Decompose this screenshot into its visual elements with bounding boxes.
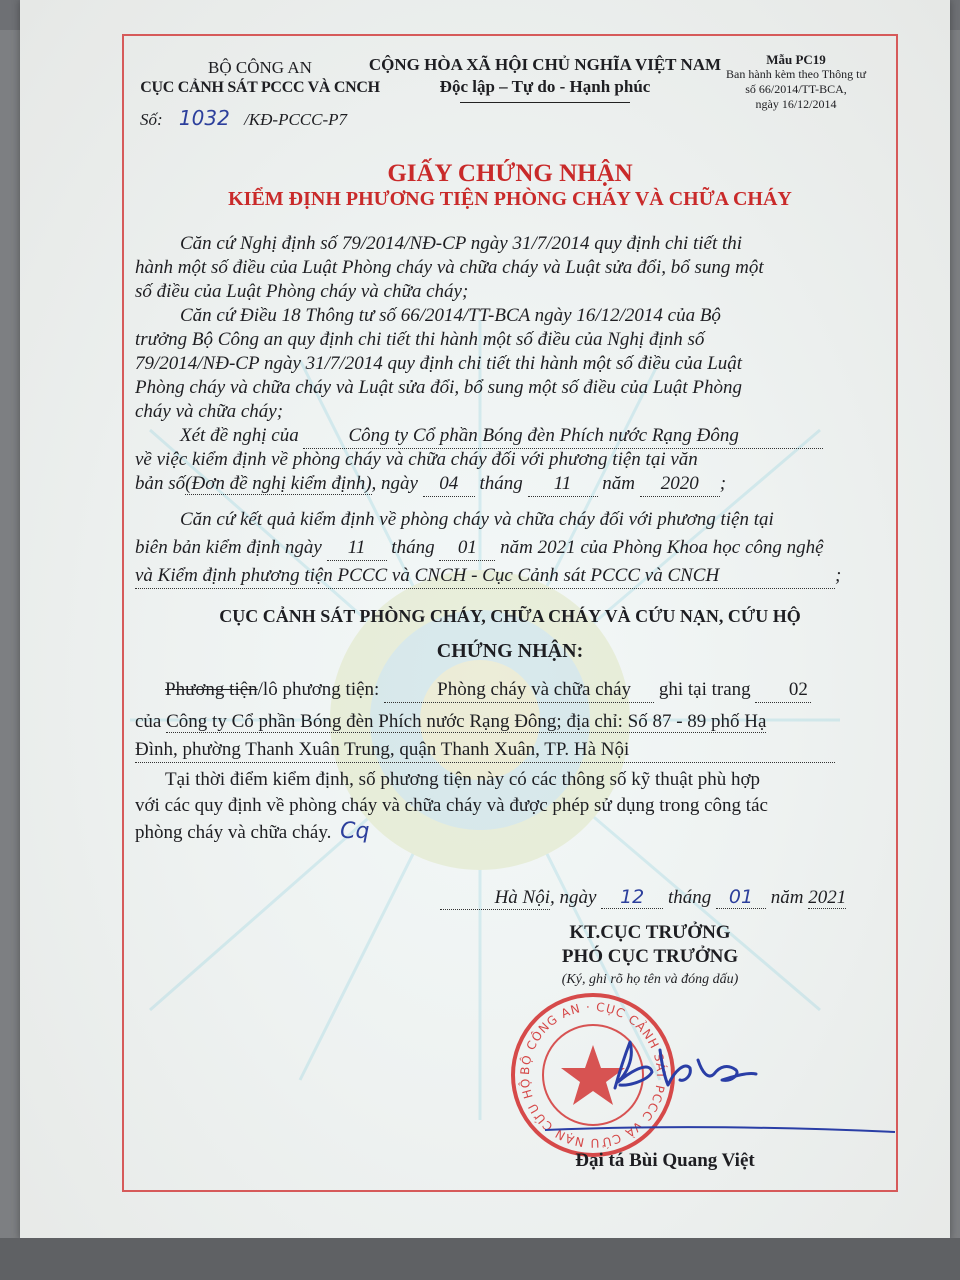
signer-name: Đại tá Bùi Quang Việt (575, 1150, 755, 1171)
issue-year: 2021 (808, 887, 847, 908)
vehicle-item: Phòng cháy và chữa cháy (384, 678, 654, 703)
request-document: (Đơn đề nghị kiểm định) (185, 473, 372, 494)
result-month: 01 (439, 536, 495, 561)
signature-underline (540, 1118, 900, 1138)
document-subtitle: KIỂM ĐỊNH PHƯƠNG TIỆN PHÒNG CHÁY VÀ CHỮA CHÁY (228, 188, 792, 210)
vehicle-line (135, 678, 845, 703)
department-name: CỤC CẢNH SÁT PCCC VÀ CNCH (140, 79, 380, 96)
conclusion-text: phòng cháy và chữa cháy. (135, 822, 332, 843)
request-month: 11 (528, 472, 598, 497)
request-end: ; (719, 473, 727, 494)
basis-line: Căn cứ Nghị định số 79/2014/NĐ-CP ngày 31/7/2014 quy định chi tiết thi (180, 233, 743, 254)
request-line: về việc kiểm định về phòng cháy và chữa cháy đối với phương tiện tại văn (135, 449, 698, 470)
date-label: tháng (667, 887, 712, 908)
result-line: Căn cứ kết quả kiểm định về phòng cháy và chữa cháy đối với phương tiện tại (180, 509, 774, 530)
republic-name: CỘNG HÒA XÃ HỘI CHỦ NGHĨA VIỆT NAM (368, 55, 722, 74)
number-suffix: /KĐ-PCCC-P7 (244, 110, 348, 129)
result-text: năm (500, 537, 533, 558)
struck-vehicle-word: Phương tiện (165, 679, 258, 700)
issue-date (440, 886, 870, 910)
request-line (135, 472, 845, 497)
position-line-1: KT.CỤC TRƯỞNG (569, 922, 731, 943)
request-text: tháng (479, 473, 523, 494)
vehicle-label: /lô phương tiện: (257, 679, 380, 700)
result-end: ; (835, 565, 842, 586)
issuer-block (140, 58, 380, 98)
request-day: 04 (423, 472, 475, 497)
number-prefix: Số: (140, 110, 163, 129)
form-issued-line: ngày 16/12/2014 (755, 97, 837, 111)
republic-block (365, 54, 725, 103)
conclusion-line (135, 820, 845, 845)
owner-prefix: của (135, 711, 162, 732)
form-code: Mẫu PC19 (766, 52, 826, 67)
issue-day: 12 (601, 886, 663, 909)
issue-place: Hà Nội (440, 887, 550, 910)
result-year: 2021 (537, 537, 576, 558)
result-text: của (580, 537, 608, 558)
owner-address: Đình, phường Thanh Xuân Trung, quận Thanh Xuân, TP. Hà Nội (135, 738, 835, 763)
basis-line: số điều của Luật Phòng cháy và chữa cháy; (135, 281, 469, 302)
issue-month: 01 (716, 886, 766, 909)
number-value: 1032 (178, 106, 230, 130)
owner-line (135, 738, 845, 763)
issuing-agency: CỤC CẢNH SÁT PHÒNG CHÁY, CHỮA CHÁY VÀ CỨU NẠN, CỨU HỘ (219, 606, 801, 626)
svg-text:BỘ CÔNG AN · CỤC CẢNH SÁT PCCC: BỘ CÔNG AN · CỤC CẢNH SÁT PCCC VÀ CỨU NẠN CỨU HỘ (517, 999, 669, 1151)
testing-organization: Phòng Khoa học công nghệ (612, 537, 824, 558)
owner-name-address: Công ty Cổ phần Bóng đèn Phích nước Rạng Đông; địa chỉ: Số 87 - 89 phố Hạ (166, 711, 767, 732)
conclusion-line: với các quy định về phòng cháy và chữa cháy và được phép sử dụng trong công tác (135, 795, 768, 816)
page-label: ghi tại trang (658, 679, 751, 700)
request-line (135, 424, 845, 449)
national-motto: Độc lập – Tự do - Hạnh phúc (439, 77, 651, 96)
ministry-name: BỘ CÔNG AN (208, 58, 312, 77)
basis-line: trưởng Bộ Công an quy định chi tiết thi hành một số điều của Nghị định số (135, 329, 705, 350)
basis-line: Phòng cháy và chữa cháy và Luật sửa đổi, bổ sung một số điều của Luật Phòng (135, 377, 743, 398)
request-text: bản số (135, 473, 186, 494)
request-prefix: Xét đề nghị của (180, 425, 299, 446)
requesting-company: Công ty Cổ phần Bóng đèn Phích nước Rạng Đông (303, 424, 823, 449)
conclusion-line: Tại thời điểm kiểm định, số phương tiện này có các thông số kỹ thuật phù hợp (165, 769, 761, 790)
form-issued-line: Ban hành kèm theo Thông tư (726, 67, 866, 81)
signature-icon (590, 1030, 760, 1100)
form-issued-line: số 66/2014/TT-BCA, (745, 82, 847, 96)
certificate-number (140, 106, 380, 130)
request-year: 2020 (640, 472, 720, 497)
page-value: 02 (755, 678, 811, 703)
result-text: tháng (391, 537, 435, 558)
position-line-2: PHÓ CỤC TRƯỞNG (561, 946, 739, 967)
result-line (135, 536, 845, 561)
motto-underline (460, 102, 630, 103)
date-label: năm (770, 887, 804, 908)
document-title: GIẤY CHỨNG NHẬN (387, 160, 633, 187)
handwritten-initials: Cq (340, 819, 370, 844)
result-day: 11 (327, 536, 387, 561)
owner-line (135, 710, 845, 734)
request-text: , ngày (371, 473, 418, 494)
background-bottom (0, 1238, 960, 1280)
form-block (716, 52, 876, 112)
testing-organization-full: và Kiểm định phương tiện PCCC và CNCH - Cục Cảnh sát PCCC và CNCH (135, 564, 835, 589)
basis-line: 79/2014/NĐ-CP ngày 31/7/2014 quy định chi tiết thi hành một số điều của Luật (135, 353, 743, 374)
result-line (135, 564, 845, 589)
basis-line: cháy và chữa cháy; (135, 401, 284, 422)
certify-heading: CHỨNG NHẬN: (436, 640, 584, 662)
basis-line: Căn cứ Điều 18 Thông tư số 66/2014/TT-BCA ngày 16/12/2014 của Bộ (180, 305, 721, 326)
date-label: , ngày (550, 887, 597, 908)
request-text: năm (602, 473, 635, 494)
signature-note: (Ký, ghi rõ họ tên và đóng dấu) (561, 972, 739, 987)
result-text: biên bản kiểm định ngày (135, 537, 322, 558)
basis-line: hành một số điều của Luật Phòng cháy và chữa cháy và Luật sửa đổi, bổ sung một (135, 257, 764, 278)
